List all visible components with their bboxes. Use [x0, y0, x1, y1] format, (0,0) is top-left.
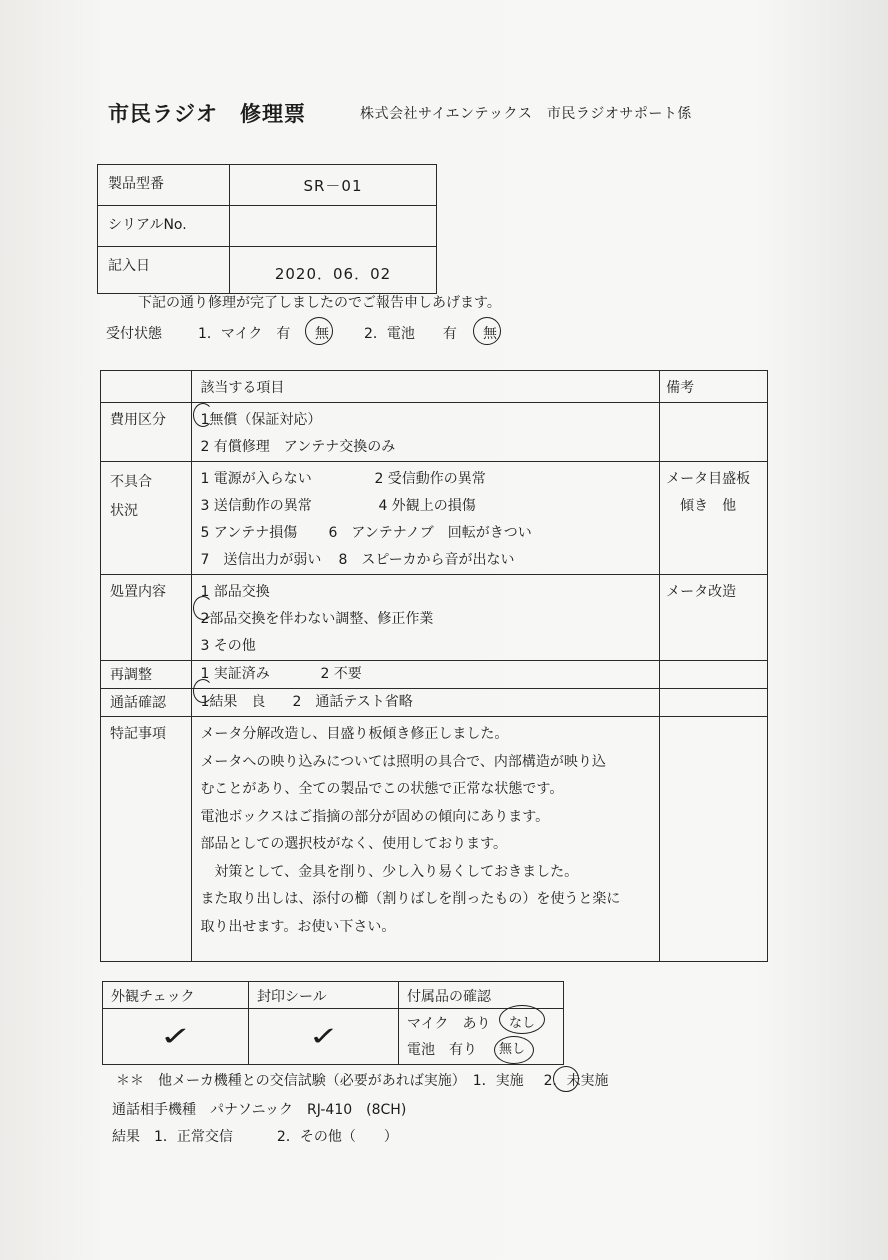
- form-title: 市民ラジオ 修理票: [108, 102, 306, 126]
- defect-items: [192, 462, 660, 575]
- not-performed-circle-mark: [553, 1066, 579, 1092]
- appearance-check-cell: [103, 1009, 249, 1065]
- table-row: [98, 165, 437, 206]
- mic-none-handwritten-circle-mark: [499, 1005, 545, 1034]
- cost-item1-number: 1: [200, 412, 210, 428]
- action-item2-text: 部品交換を伴わない調整、修正作業: [209, 611, 434, 627]
- reception-battery-choice: 無: [483, 326, 497, 342]
- readjust-label: 再調整: [101, 661, 192, 689]
- battery-none-handwritten-circle-mark: [494, 1036, 534, 1064]
- cost-item1-text: 無償（保証対応）: [209, 412, 322, 428]
- table-row: [101, 462, 768, 575]
- header-notes: 備考: [660, 371, 768, 403]
- accessory-mic: マイク あり: [407, 1016, 491, 1032]
- table-row: [103, 1009, 564, 1065]
- remarks-text: メータ分解改造し、目盛り板傾き修正しました。 メータへの映り込みについては照明の具合で、内部構造が映り込 むことがあり、全ての製品でこの状態で正常な状態です。 電池ボックスはご指摘の部分が固めの傾向にあります。 部品としての選択枝がなく、使用しております。 対策として、金具を削り、少し入り易くしておきました。 また取り出しは、添付の櫛（割りばしを削ったもの）を使うと楽に 取り出せます。お使い下さい。: [192, 717, 660, 962]
- list-item: 3 送信動作の異常 4 外観上の損傷: [200, 498, 476, 514]
- cost-note: [660, 403, 768, 462]
- company-name: 株式会社サイエンテックス 市民ラジオサポート係: [360, 106, 692, 122]
- partner-model-line: 通話相手機種 パナソニック RJ-410 (8CH): [112, 1102, 407, 1118]
- seal-header: 封印シール: [249, 982, 399, 1009]
- cost-free-circle-mark: [193, 403, 213, 427]
- call-good-circle-mark: [193, 679, 213, 703]
- table-header-row: [101, 371, 768, 403]
- serial-label: シリアルNo.: [98, 206, 230, 247]
- table-row: [101, 717, 768, 962]
- appearance-check-header: 外観チェック: [103, 982, 249, 1009]
- serial-value: [230, 206, 437, 247]
- action-adjust-circle-mark: [193, 596, 213, 620]
- list-item: 5 アンテナ損傷 6 アンテナノブ 回転がきつい: [200, 525, 532, 541]
- reception-label: 受付状態: [106, 326, 162, 342]
- call-check-note: [660, 689, 768, 717]
- action-note: メータ改造: [660, 575, 768, 661]
- reception-battery: 2．電池 有: [364, 326, 457, 342]
- product-info-table: [97, 164, 437, 294]
- checkmark-icon: ✓: [308, 1021, 339, 1052]
- call-check-items: 1結果 良 2 通話テスト省略: [192, 689, 660, 717]
- defect-note: メータ目盛板 傾き 他: [660, 462, 768, 575]
- interop-test-line: ＊＊ 他メーカ機種との交信試験（必要があれば実施） 1．実施 2．未実施: [116, 1073, 609, 1089]
- seal-check-cell: [249, 1009, 399, 1065]
- action-item2-number: 2: [200, 611, 210, 627]
- header-items: 該当する項目: [192, 371, 660, 403]
- table-header-row: [103, 982, 564, 1009]
- table-row: [98, 206, 437, 247]
- readjust-items: 1 実証済み 2 不要: [192, 661, 660, 689]
- date-value: 2020．06．02: [230, 247, 437, 294]
- header-blank: [101, 371, 192, 403]
- cost-label: 費用区分: [101, 403, 192, 462]
- action-label: 処置内容: [101, 575, 192, 661]
- action-items: 1 部品交換 2部品交換を伴わない調整、修正作業 3 その他: [192, 575, 660, 661]
- model-label: 製品型番: [98, 165, 230, 206]
- result-line: 結果 1．正常交信 2．その他（ ）: [112, 1129, 398, 1145]
- remarks-label: 特記事項: [101, 717, 192, 962]
- remarks-note: [660, 717, 768, 962]
- readjust-note: [660, 661, 768, 689]
- reception-mic-choice: 無: [315, 326, 329, 342]
- list-item: 7 送信出力が弱い 8 スピーカから音が出ない: [200, 552, 515, 568]
- model-value: SR－01: [230, 165, 437, 206]
- defect-label: 不具合 状況: [101, 462, 192, 575]
- cost-item2: 2 有償修理 アンテナ交換のみ: [200, 439, 396, 455]
- reception-mic: 1．マイク 有: [198, 326, 291, 342]
- cost-items: [192, 403, 660, 462]
- completion-message: 下記の通り修理が完了しましたのでご報告申しあげます。: [138, 295, 501, 311]
- checkmark-icon: ✓: [159, 1021, 192, 1052]
- accessory-battery-handwritten: 無し: [499, 1042, 526, 1057]
- date-label: 記入日: [98, 247, 230, 294]
- repair-detail-table: [100, 370, 768, 962]
- call-check-label: 通話確認: [101, 689, 192, 717]
- table-row: [98, 247, 437, 294]
- accessory-mic-handwritten: なし: [509, 1016, 536, 1031]
- accessories-header: 付属品の確認: [399, 982, 564, 1009]
- list-item: 1 電源が入らない 2 受信動作の異常: [200, 471, 486, 487]
- accessory-battery: 電池 有り: [407, 1042, 477, 1058]
- battery-none-circle-mark: [473, 317, 501, 345]
- mic-none-circle-mark: [305, 317, 333, 345]
